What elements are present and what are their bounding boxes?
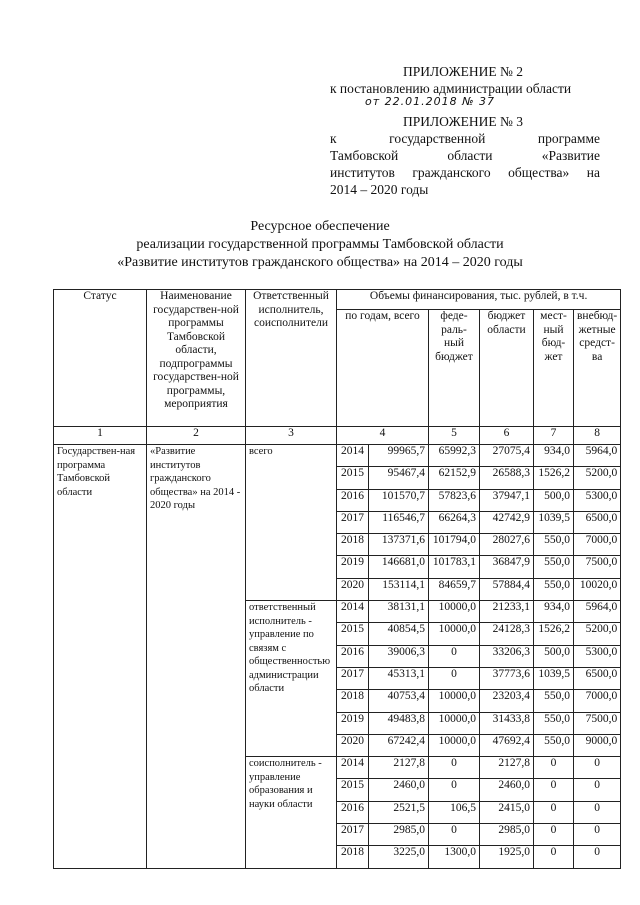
year-cell: 2019 xyxy=(337,712,369,734)
col-number: 4 xyxy=(337,427,429,445)
local-cell: 1039,5 xyxy=(534,511,574,533)
local-cell: 550,0 xyxy=(534,712,574,734)
year-cell: 2016 xyxy=(337,801,369,823)
extra-cell: 0 xyxy=(574,846,621,868)
regional-cell: 42742,9 xyxy=(480,511,534,533)
federal-cell: 10000,0 xyxy=(429,734,480,756)
local-cell: 0 xyxy=(534,824,574,846)
federal-cell: 62152,9 xyxy=(429,467,480,489)
extra-cell: 0 xyxy=(574,801,621,823)
program-name-cell: «Развитие институтов гражданского общества» на 2014 - 2020 годы xyxy=(147,445,246,869)
local-cell: 934,0 xyxy=(534,601,574,623)
total-cell: 45313,1 xyxy=(369,667,429,689)
year-cell: 2017 xyxy=(337,824,369,846)
year-cell: 2018 xyxy=(337,846,369,868)
regional-cell: 27075,4 xyxy=(480,445,534,467)
regional-cell: 2127,8 xyxy=(480,757,534,779)
federal-cell: 0 xyxy=(429,645,480,667)
federal-cell: 0 xyxy=(429,757,480,779)
federal-cell: 0 xyxy=(429,667,480,689)
local-cell: 1526,2 xyxy=(534,467,574,489)
total-cell: 2521,5 xyxy=(369,801,429,823)
regional-cell: 2460,0 xyxy=(480,779,534,801)
total-cell: 101570,7 xyxy=(369,489,429,511)
local-cell: 500,0 xyxy=(534,489,574,511)
local-cell: 0 xyxy=(534,757,574,779)
appendix3-line2: Тамбовской области «Развитие xyxy=(330,148,600,163)
doc-title-line2: реализации государственной программы Тамбовской области xyxy=(136,237,504,252)
total-cell: 2127,8 xyxy=(369,757,429,779)
header-federal: феде-раль-ный бюджет xyxy=(429,310,480,427)
regional-cell: 36847,9 xyxy=(480,556,534,578)
doc-title-line1: Ресурсное обеспечение xyxy=(250,219,390,234)
regional-cell: 28027,6 xyxy=(480,534,534,556)
federal-cell: 84659,7 xyxy=(429,578,480,600)
local-cell: 550,0 xyxy=(534,578,574,600)
year-cell: 2016 xyxy=(337,489,369,511)
year-cell: 2015 xyxy=(337,779,369,801)
extra-cell: 7000,0 xyxy=(574,534,621,556)
total-cell: 146681,0 xyxy=(369,556,429,578)
federal-cell: 1300,0 xyxy=(429,846,480,868)
header-executor: Ответственный исполнитель, соисполнители xyxy=(246,290,337,427)
col-number: 6 xyxy=(480,427,534,445)
year-cell: 2017 xyxy=(337,667,369,689)
local-cell: 934,0 xyxy=(534,445,574,467)
resource-table xyxy=(53,289,621,869)
regional-cell: 37773,6 xyxy=(480,667,534,689)
total-cell: 95467,4 xyxy=(369,467,429,489)
table-row xyxy=(54,445,621,467)
extra-cell: 6500,0 xyxy=(574,511,621,533)
regional-cell: 31433,8 xyxy=(480,712,534,734)
appendix3-line3: институтов гражданского общества» на xyxy=(330,165,600,180)
extra-cell: 5300,0 xyxy=(574,645,621,667)
extra-cell: 5964,0 xyxy=(574,445,621,467)
total-cell: 40753,4 xyxy=(369,690,429,712)
regional-cell: 26588,3 xyxy=(480,467,534,489)
appendix2-title: ПРИЛОЖЕНИЕ № 2 xyxy=(403,64,524,79)
federal-cell: 101783,1 xyxy=(429,556,480,578)
extra-cell: 5300,0 xyxy=(574,489,621,511)
handwritten-date-number: от 22.01.2018 № 37 xyxy=(365,95,496,108)
regional-cell: 57884,4 xyxy=(480,578,534,600)
year-cell: 2016 xyxy=(337,645,369,667)
extra-cell: 0 xyxy=(574,757,621,779)
header-status: Статус xyxy=(54,290,147,427)
executor-cell: всего xyxy=(246,445,337,601)
appendix3-line1: к государственной программе xyxy=(330,131,600,146)
year-cell: 2015 xyxy=(337,467,369,489)
federal-cell: 65992,3 xyxy=(429,445,480,467)
regional-cell: 47692,4 xyxy=(480,734,534,756)
extra-cell: 10020,0 xyxy=(574,578,621,600)
year-cell: 2020 xyxy=(337,578,369,600)
regional-cell: 23203,4 xyxy=(480,690,534,712)
local-cell: 1039,5 xyxy=(534,667,574,689)
col-number: 8 xyxy=(574,427,621,445)
federal-cell: 10000,0 xyxy=(429,601,480,623)
extra-cell: 0 xyxy=(574,779,621,801)
header-extra: внебюд-жетные средст-ва xyxy=(574,310,621,427)
federal-cell: 66264,3 xyxy=(429,511,480,533)
total-cell: 153114,1 xyxy=(369,578,429,600)
regional-cell: 1925,0 xyxy=(480,846,534,868)
extra-cell: 0 xyxy=(574,824,621,846)
extra-cell: 9000,0 xyxy=(574,734,621,756)
col-number: 1 xyxy=(54,427,147,445)
federal-cell: 10000,0 xyxy=(429,623,480,645)
local-cell: 550,0 xyxy=(534,690,574,712)
doc-title-line3: «Развитие институтов гражданского общества» на 2014 – 2020 годы xyxy=(117,255,523,270)
local-cell: 0 xyxy=(534,801,574,823)
federal-cell: 10000,0 xyxy=(429,712,480,734)
year-cell: 2018 xyxy=(337,534,369,556)
regional-cell: 37947,1 xyxy=(480,489,534,511)
total-cell: 99965,7 xyxy=(369,445,429,467)
federal-cell: 0 xyxy=(429,824,480,846)
appendix3-title: ПРИЛОЖЕНИЕ № 3 xyxy=(403,114,524,129)
year-cell: 2020 xyxy=(337,734,369,756)
year-cell: 2019 xyxy=(337,556,369,578)
col-number: 3 xyxy=(246,427,337,445)
year-cell: 2014 xyxy=(337,445,369,467)
header-by-years: по годам, всего xyxy=(337,310,429,427)
year-cell: 2017 xyxy=(337,511,369,533)
col-number: 5 xyxy=(429,427,480,445)
federal-cell: 0 xyxy=(429,779,480,801)
total-cell: 116546,7 xyxy=(369,511,429,533)
year-cell: 2014 xyxy=(337,757,369,779)
total-cell: 49483,8 xyxy=(369,712,429,734)
local-cell: 0 xyxy=(534,779,574,801)
total-cell: 40854,5 xyxy=(369,623,429,645)
local-cell: 550,0 xyxy=(534,734,574,756)
total-cell: 2985,0 xyxy=(369,824,429,846)
year-cell: 2018 xyxy=(337,690,369,712)
total-cell: 2460,0 xyxy=(369,779,429,801)
total-cell: 39006,3 xyxy=(369,645,429,667)
header-local: мест-ный бюд-жет xyxy=(534,310,574,427)
local-cell: 500,0 xyxy=(534,645,574,667)
status-cell: Государствен-ная программа Тамбовской области xyxy=(54,445,147,869)
extra-cell: 6500,0 xyxy=(574,667,621,689)
federal-cell: 101794,0 xyxy=(429,534,480,556)
total-cell: 137371,6 xyxy=(369,534,429,556)
local-cell: 550,0 xyxy=(534,556,574,578)
header-regional: бюджет области xyxy=(480,310,534,427)
total-cell: 67242,4 xyxy=(369,734,429,756)
executor-cell: ответственный исполнитель - управление по связям с общественностью администрации области xyxy=(246,601,337,757)
local-cell: 1526,2 xyxy=(534,623,574,645)
regional-cell: 24128,3 xyxy=(480,623,534,645)
appendix3-line4: 2014 – 2020 годы xyxy=(330,182,429,197)
col-number: 7 xyxy=(534,427,574,445)
federal-cell: 57823,6 xyxy=(429,489,480,511)
col-number: 2 xyxy=(147,427,246,445)
local-cell: 550,0 xyxy=(534,534,574,556)
extra-cell: 5964,0 xyxy=(574,601,621,623)
extra-cell: 5200,0 xyxy=(574,623,621,645)
total-cell: 38131,1 xyxy=(369,601,429,623)
regional-cell: 2415,0 xyxy=(480,801,534,823)
local-cell: 0 xyxy=(534,846,574,868)
federal-cell: 106,5 xyxy=(429,801,480,823)
extra-cell: 7500,0 xyxy=(574,712,621,734)
header-name: Наименование государствен-ной программы Тамбовской области, подпрограммы государствен-ной программы, мероприятия xyxy=(147,290,246,427)
regional-cell: 2985,0 xyxy=(480,824,534,846)
federal-cell: 10000,0 xyxy=(429,690,480,712)
total-cell: 3225,0 xyxy=(369,846,429,868)
regional-cell: 21233,1 xyxy=(480,601,534,623)
header-volumes: Объемы финансирования, тыс. рублей, в т.ч. xyxy=(337,290,621,310)
year-cell: 2014 xyxy=(337,601,369,623)
extra-cell: 7000,0 xyxy=(574,690,621,712)
extra-cell: 7500,0 xyxy=(574,556,621,578)
table-body xyxy=(54,445,621,869)
extra-cell: 5200,0 xyxy=(574,467,621,489)
appendix2-reference: к постановлению администрации области xyxy=(330,81,572,96)
regional-cell: 33206,3 xyxy=(480,645,534,667)
executor-cell: соисполнитель - управление образования и науки области xyxy=(246,757,337,868)
year-cell: 2015 xyxy=(337,623,369,645)
